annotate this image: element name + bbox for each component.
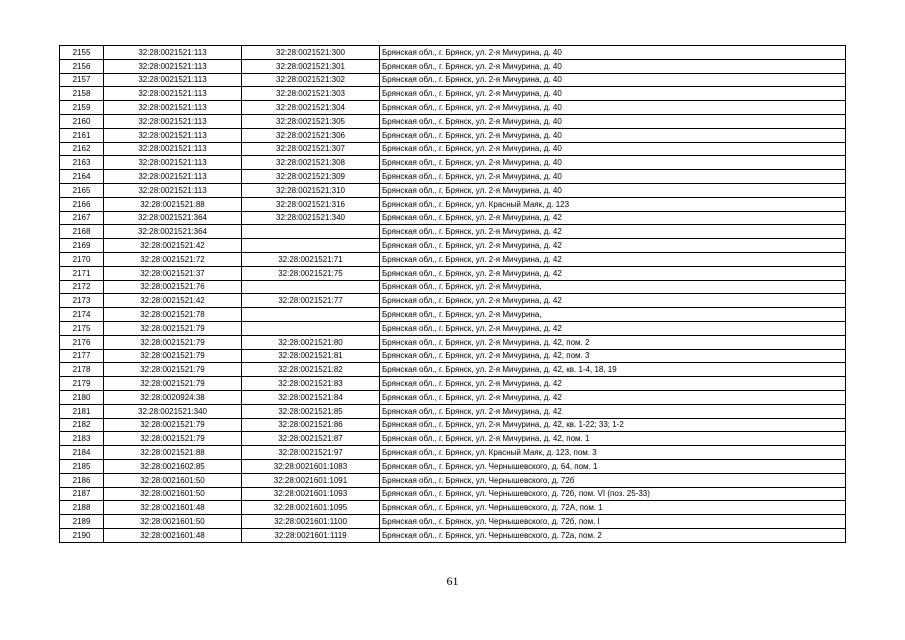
cadastral-table-body	[60, 46, 846, 543]
object-cadastral-cell	[242, 280, 380, 294]
table-row	[60, 487, 846, 501]
parcel-cadastral-cell: 32:28:0021521:79	[104, 377, 242, 391]
address-cell: Брянская обл., г. Брянск, ул. 2-я Мичурина, д. 40	[380, 46, 846, 60]
object-cadastral-cell: 32:28:0021601:1119	[242, 528, 380, 542]
row-number-cell: 2181	[60, 404, 104, 418]
row-number-cell: 2179	[60, 377, 104, 391]
row-number-cell: 2186	[60, 473, 104, 487]
table-row	[60, 349, 846, 363]
address-cell: Брянская обл., г. Брянск, ул. 2-я Мичурина, д. 42	[380, 266, 846, 280]
table-row	[60, 528, 846, 542]
address-cell: Брянская обл., г. Брянск, ул. 2-я Мичурина, д. 42	[380, 211, 846, 225]
address-cell: Брянская обл., г. Брянск, ул. 2-я Мичурина, д. 42	[380, 390, 846, 404]
parcel-cadastral-cell: 32:28:0021521:113	[104, 170, 242, 184]
address-cell: Брянская обл., г. Брянск, ул. Чернышевского, д. 72а, пом. 2	[380, 528, 846, 542]
object-cadastral-cell	[242, 308, 380, 322]
row-number-cell: 2180	[60, 390, 104, 404]
object-cadastral-cell: 32:28:0021521:71	[242, 252, 380, 266]
parcel-cadastral-cell: 32:28:0021601:50	[104, 515, 242, 529]
table-row	[60, 377, 846, 391]
parcel-cadastral-cell: 32:28:0021521:78	[104, 308, 242, 322]
table-row	[60, 73, 846, 87]
table-row	[60, 321, 846, 335]
table-row	[60, 294, 846, 308]
cadastral-table	[59, 45, 846, 543]
row-number-cell: 2170	[60, 252, 104, 266]
object-cadastral-cell: 32:28:0021521:309	[242, 170, 380, 184]
row-number-cell: 2160	[60, 114, 104, 128]
address-cell: Брянская обл., г. Брянск, ул. 2-я Мичурина, д. 42, пом. 2	[380, 335, 846, 349]
address-cell: Брянская обл., г. Брянск, ул. 2-я Мичурина, д. 40	[380, 114, 846, 128]
parcel-cadastral-cell: 32:28:0021521:88	[104, 446, 242, 460]
table-row	[60, 390, 846, 404]
object-cadastral-cell: 32:28:0021521:80	[242, 335, 380, 349]
table-row	[60, 459, 846, 473]
object-cadastral-cell: 32:28:0021521:85	[242, 404, 380, 418]
table-row	[60, 170, 846, 184]
row-number-cell: 2173	[60, 294, 104, 308]
address-cell: Брянская обл., г. Брянск, ул. 2-я Мичурина, д. 40	[380, 101, 846, 115]
parcel-cadastral-cell: 32:28:0021521:113	[104, 101, 242, 115]
table-row	[60, 252, 846, 266]
parcel-cadastral-cell: 32:28:0021601:50	[104, 487, 242, 501]
row-number-cell: 2187	[60, 487, 104, 501]
object-cadastral-cell: 32:28:0021521:303	[242, 87, 380, 101]
table-row	[60, 404, 846, 418]
table-row	[60, 432, 846, 446]
table-row	[60, 280, 846, 294]
row-number-cell: 2183	[60, 432, 104, 446]
row-number-cell: 2177	[60, 349, 104, 363]
table-row	[60, 211, 846, 225]
address-cell: Брянская обл., г. Брянск, ул. 2-я Мичурина, д. 40	[380, 87, 846, 101]
parcel-cadastral-cell: 32:28:0021521:113	[104, 183, 242, 197]
row-number-cell: 2163	[60, 156, 104, 170]
page-number: 61	[446, 574, 459, 588]
address-cell: Брянская обл., г. Брянск, ул. 2-я Мичурина, д. 42	[380, 377, 846, 391]
object-cadastral-cell: 32:28:0021601:1100	[242, 515, 380, 529]
object-cadastral-cell: 32:28:0021521:302	[242, 73, 380, 87]
table-row	[60, 363, 846, 377]
row-number-cell: 2155	[60, 46, 104, 60]
table-row	[60, 266, 846, 280]
address-cell: Брянская обл., г. Брянск, ул. 2-я Мичурина, д. 42	[380, 321, 846, 335]
address-cell: Брянская обл., г. Брянск, ул. 2-я Мичурина, д. 40	[380, 73, 846, 87]
address-cell: Брянская обл., г. Брянск, ул. 2-я Мичурина, д. 42	[380, 252, 846, 266]
table-row	[60, 335, 846, 349]
address-cell: Брянская обл., г. Брянск, ул. 2-я Мичурина, д. 40	[380, 170, 846, 184]
parcel-cadastral-cell: 32:28:0021521:76	[104, 280, 242, 294]
parcel-cadastral-cell: 32:28:0021521:340	[104, 404, 242, 418]
parcel-cadastral-cell: 32:28:0021521:364	[104, 225, 242, 239]
parcel-cadastral-cell: 32:28:0021521:79	[104, 335, 242, 349]
row-number-cell: 2159	[60, 101, 104, 115]
parcel-cadastral-cell: 32:28:0021521:88	[104, 197, 242, 211]
parcel-cadastral-cell: 32:28:0021521:364	[104, 211, 242, 225]
table-row	[60, 101, 846, 115]
table-row	[60, 446, 846, 460]
parcel-cadastral-cell: 32:28:0021601:48	[104, 501, 242, 515]
object-cadastral-cell: 32:28:0021521:308	[242, 156, 380, 170]
table-row	[60, 59, 846, 73]
address-cell: Брянская обл., г. Брянск, ул. 2-я Мичурина, д. 42, пом. 3	[380, 349, 846, 363]
address-cell: Брянская обл., г. Брянск, ул. Чернышевского, д. 72б, пом. I	[380, 515, 846, 529]
address-cell: Брянская обл., г. Брянск, ул. Чернышевского, д. 64, пом. 1	[380, 459, 846, 473]
row-number-cell: 2175	[60, 321, 104, 335]
address-cell: Брянская обл., г. Брянск, ул. 2-я Мичурина, д. 42	[380, 294, 846, 308]
address-cell: Брянская обл., г. Брянск, ул. 2-я Мичурина, д. 42	[380, 404, 846, 418]
address-cell: Брянская обл., г. Брянск, ул. 2-я Мичурина, д. 42, пом. 1	[380, 432, 846, 446]
object-cadastral-cell: 32:28:0021521:316	[242, 197, 380, 211]
address-cell: Брянская обл., г. Брянск, ул. 2-я Мичурина, д. 40	[380, 156, 846, 170]
table-row	[60, 46, 846, 60]
parcel-cadastral-cell: 32:28:0021601:48	[104, 528, 242, 542]
parcel-cadastral-cell: 32:28:0021521:113	[104, 59, 242, 73]
address-cell: Брянская обл., г. Брянск, ул. 2-я Мичурина, д. 42, кв. 1-22; 33; 1-2	[380, 418, 846, 432]
object-cadastral-cell: 32:28:0021601:1083	[242, 459, 380, 473]
table-row	[60, 308, 846, 322]
parcel-cadastral-cell: 32:28:0021521:42	[104, 294, 242, 308]
object-cadastral-cell	[242, 239, 380, 253]
object-cadastral-cell: 32:28:0021601:1095	[242, 501, 380, 515]
row-number-cell: 2161	[60, 128, 104, 142]
object-cadastral-cell	[242, 321, 380, 335]
row-number-cell: 2185	[60, 459, 104, 473]
parcel-cadastral-cell: 32:28:0021521:79	[104, 432, 242, 446]
object-cadastral-cell: 32:28:0021521:84	[242, 390, 380, 404]
parcel-cadastral-cell: 32:28:0021601:50	[104, 473, 242, 487]
parcel-cadastral-cell: 32:28:0021602:85	[104, 459, 242, 473]
address-cell: Брянская обл., г. Брянск, ул. 2-я Мичурина, д. 40	[380, 59, 846, 73]
table-row	[60, 142, 846, 156]
parcel-cadastral-cell: 32:28:0021521:113	[104, 73, 242, 87]
address-cell: Брянская обл., г. Брянск, ул. Чернышевского, д. 72б	[380, 473, 846, 487]
row-number-cell: 2166	[60, 197, 104, 211]
table-row	[60, 87, 846, 101]
row-number-cell: 2184	[60, 446, 104, 460]
table-row	[60, 225, 846, 239]
address-cell: Брянская обл., г. Брянск, ул. 2-я Мичурина, д. 42	[380, 225, 846, 239]
address-cell: Брянская обл., г. Брянск, ул. 2-я Мичурина,	[380, 308, 846, 322]
row-number-cell: 2158	[60, 87, 104, 101]
parcel-cadastral-cell: 32:28:0021521:79	[104, 349, 242, 363]
address-cell: Брянская обл., г. Брянск, ул. Чернышевского, д. 72А, пом. 1	[380, 501, 846, 515]
row-number-cell: 2162	[60, 142, 104, 156]
table-row	[60, 239, 846, 253]
object-cadastral-cell: 32:28:0021521:301	[242, 59, 380, 73]
row-number-cell: 2168	[60, 225, 104, 239]
row-number-cell: 2157	[60, 73, 104, 87]
parcel-cadastral-cell: 32:28:0021521:79	[104, 363, 242, 377]
row-number-cell: 2190	[60, 528, 104, 542]
object-cadastral-cell: 32:28:0021521:97	[242, 446, 380, 460]
row-number-cell: 2182	[60, 418, 104, 432]
object-cadastral-cell	[242, 225, 380, 239]
object-cadastral-cell: 32:28:0021521:82	[242, 363, 380, 377]
parcel-cadastral-cell: 32:28:0021521:113	[104, 128, 242, 142]
row-number-cell: 2178	[60, 363, 104, 377]
row-number-cell: 2164	[60, 170, 104, 184]
table-row	[60, 156, 846, 170]
address-cell: Брянская обл., г. Брянск, ул. 2-я Мичурина, д. 42, кв. 1-4, 18, 19	[380, 363, 846, 377]
row-number-cell: 2174	[60, 308, 104, 322]
row-number-cell: 2176	[60, 335, 104, 349]
table-row	[60, 183, 846, 197]
object-cadastral-cell: 32:28:0021601:1093	[242, 487, 380, 501]
object-cadastral-cell: 32:28:0021521:87	[242, 432, 380, 446]
table-row	[60, 128, 846, 142]
object-cadastral-cell: 32:28:0021521:304	[242, 101, 380, 115]
address-cell: Брянская обл., г. Брянск, ул. 2-я Мичурина, д. 40	[380, 183, 846, 197]
row-number-cell: 2188	[60, 501, 104, 515]
table-row	[60, 114, 846, 128]
parcel-cadastral-cell: 32:28:0021521:113	[104, 46, 242, 60]
parcel-cadastral-cell: 32:28:0021521:113	[104, 142, 242, 156]
object-cadastral-cell: 32:28:0021521:81	[242, 349, 380, 363]
table-row	[60, 197, 846, 211]
address-cell: Брянская обл., г. Брянск, ул. Красный Маяк, д. 123	[380, 197, 846, 211]
row-number-cell: 2189	[60, 515, 104, 529]
parcel-cadastral-cell: 32:28:0021521:37	[104, 266, 242, 280]
table-row	[60, 473, 846, 487]
object-cadastral-cell: 32:28:0021521:300	[242, 46, 380, 60]
object-cadastral-cell: 32:28:0021521:305	[242, 114, 380, 128]
row-number-cell: 2171	[60, 266, 104, 280]
parcel-cadastral-cell: 32:28:0021521:42	[104, 239, 242, 253]
row-number-cell: 2172	[60, 280, 104, 294]
address-cell: Брянская обл., г. Брянск, ул. 2-я Мичурина, д. 42	[380, 239, 846, 253]
parcel-cadastral-cell: 32:28:0021521:79	[104, 321, 242, 335]
address-cell: Брянская обл., г. Брянск, ул. Чернышевского, д. 72б, пом. VI (поз. 25-33)	[380, 487, 846, 501]
object-cadastral-cell: 32:28:0021521:307	[242, 142, 380, 156]
parcel-cadastral-cell: 32:28:0021521:113	[104, 114, 242, 128]
table-row	[60, 418, 846, 432]
parcel-cadastral-cell: 32:28:0021521:79	[104, 418, 242, 432]
table-row	[60, 515, 846, 529]
address-cell: Брянская обл., г. Брянск, ул. 2-я Мичурина, д. 40	[380, 128, 846, 142]
object-cadastral-cell: 32:28:0021521:310	[242, 183, 380, 197]
object-cadastral-cell: 32:28:0021521:75	[242, 266, 380, 280]
row-number-cell: 2169	[60, 239, 104, 253]
object-cadastral-cell: 32:28:0021521:83	[242, 377, 380, 391]
address-cell: Брянская обл., г. Брянск, ул. Красный Маяк, д. 123, пом. 3	[380, 446, 846, 460]
address-cell: Брянская обл., г. Брянск, ул. 2-я Мичурина,	[380, 280, 846, 294]
parcel-cadastral-cell: 32:28:0021521:113	[104, 156, 242, 170]
row-number-cell: 2165	[60, 183, 104, 197]
address-cell: Брянская обл., г. Брянск, ул. 2-я Мичурина, д. 40	[380, 142, 846, 156]
parcel-cadastral-cell: 32:28:0021521:113	[104, 87, 242, 101]
object-cadastral-cell: 32:28:0021521:77	[242, 294, 380, 308]
object-cadastral-cell: 32:28:0021521:86	[242, 418, 380, 432]
object-cadastral-cell: 32:28:0021601:1091	[242, 473, 380, 487]
row-number-cell: 2167	[60, 211, 104, 225]
object-cadastral-cell: 32:28:0021521:306	[242, 128, 380, 142]
row-number-cell: 2156	[60, 59, 104, 73]
parcel-cadastral-cell: 32:28:0021521:72	[104, 252, 242, 266]
parcel-cadastral-cell: 32:28:0020924:38	[104, 390, 242, 404]
object-cadastral-cell: 32:28:0021521:340	[242, 211, 380, 225]
table-row	[60, 501, 846, 515]
